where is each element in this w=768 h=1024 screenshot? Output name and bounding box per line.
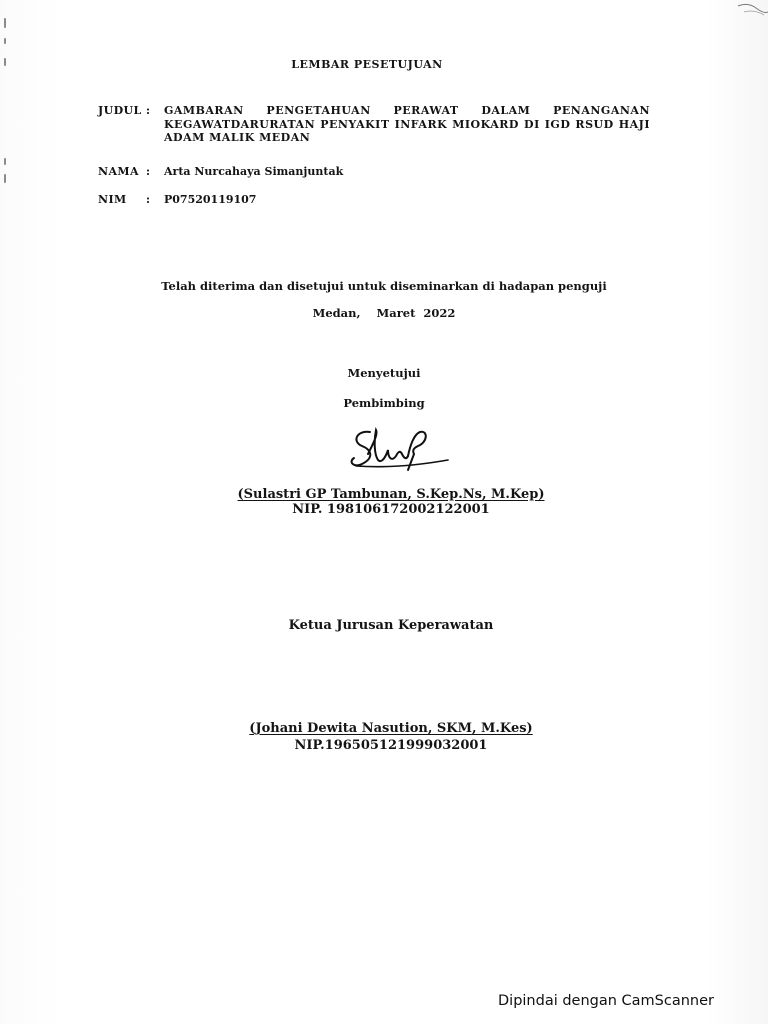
nama-colon: : <box>146 165 151 178</box>
camscanner-watermark: Dipindai dengan CamScanner <box>498 993 715 1009</box>
nim-row <box>98 193 650 207</box>
nim-value: P07520119107 <box>164 193 257 206</box>
nim-colon: : <box>146 193 151 206</box>
nama-row <box>98 165 650 179</box>
judul-colon: : <box>146 104 151 117</box>
scan-corner-smudge <box>734 0 768 18</box>
scan-edge-marks <box>4 18 14 198</box>
supervisor-role: Pembimbing <box>343 396 425 410</box>
place-date: Medan, Maret 2022 <box>312 306 456 320</box>
judul-value: GAMBARAN PENGETAHUAN PERAWAT DALAM PENANGANAN KEGAWATDARURATAN PENYAKIT INFARK MIOKARD DI IGD RSUD HAJI ADAM MALIK MEDAN <box>164 104 650 144</box>
head-nip: NIP.196505121999032001 <box>294 738 488 753</box>
approval-statement: Telah diterima dan disetujui untuk diseminarkan di hadapan penguji <box>161 279 607 293</box>
supervisor-nip: NIP. 198106172002122001 <box>292 502 490 517</box>
nama-value: Arta Nurcahaya Simanjuntak <box>164 165 344 178</box>
judul-row <box>98 104 650 145</box>
head-role: Ketua Jurusan Keperawatan <box>288 618 494 633</box>
nama-label: NAMA <box>98 165 139 178</box>
judul-label: JUDUL <box>98 104 142 117</box>
supervisor-signature <box>344 420 454 476</box>
supervisor-name: (Sulastri GP Tambunan, S.Kep.Ns, M.Kep) <box>237 487 545 502</box>
approver-label: Menyetujui <box>347 366 421 380</box>
document-title: LEMBAR PESETUJUAN <box>291 58 443 71</box>
nim-label: NIM <box>98 193 127 206</box>
head-name: (Johani Dewita Nasution, SKM, M.Kes) <box>249 721 533 736</box>
